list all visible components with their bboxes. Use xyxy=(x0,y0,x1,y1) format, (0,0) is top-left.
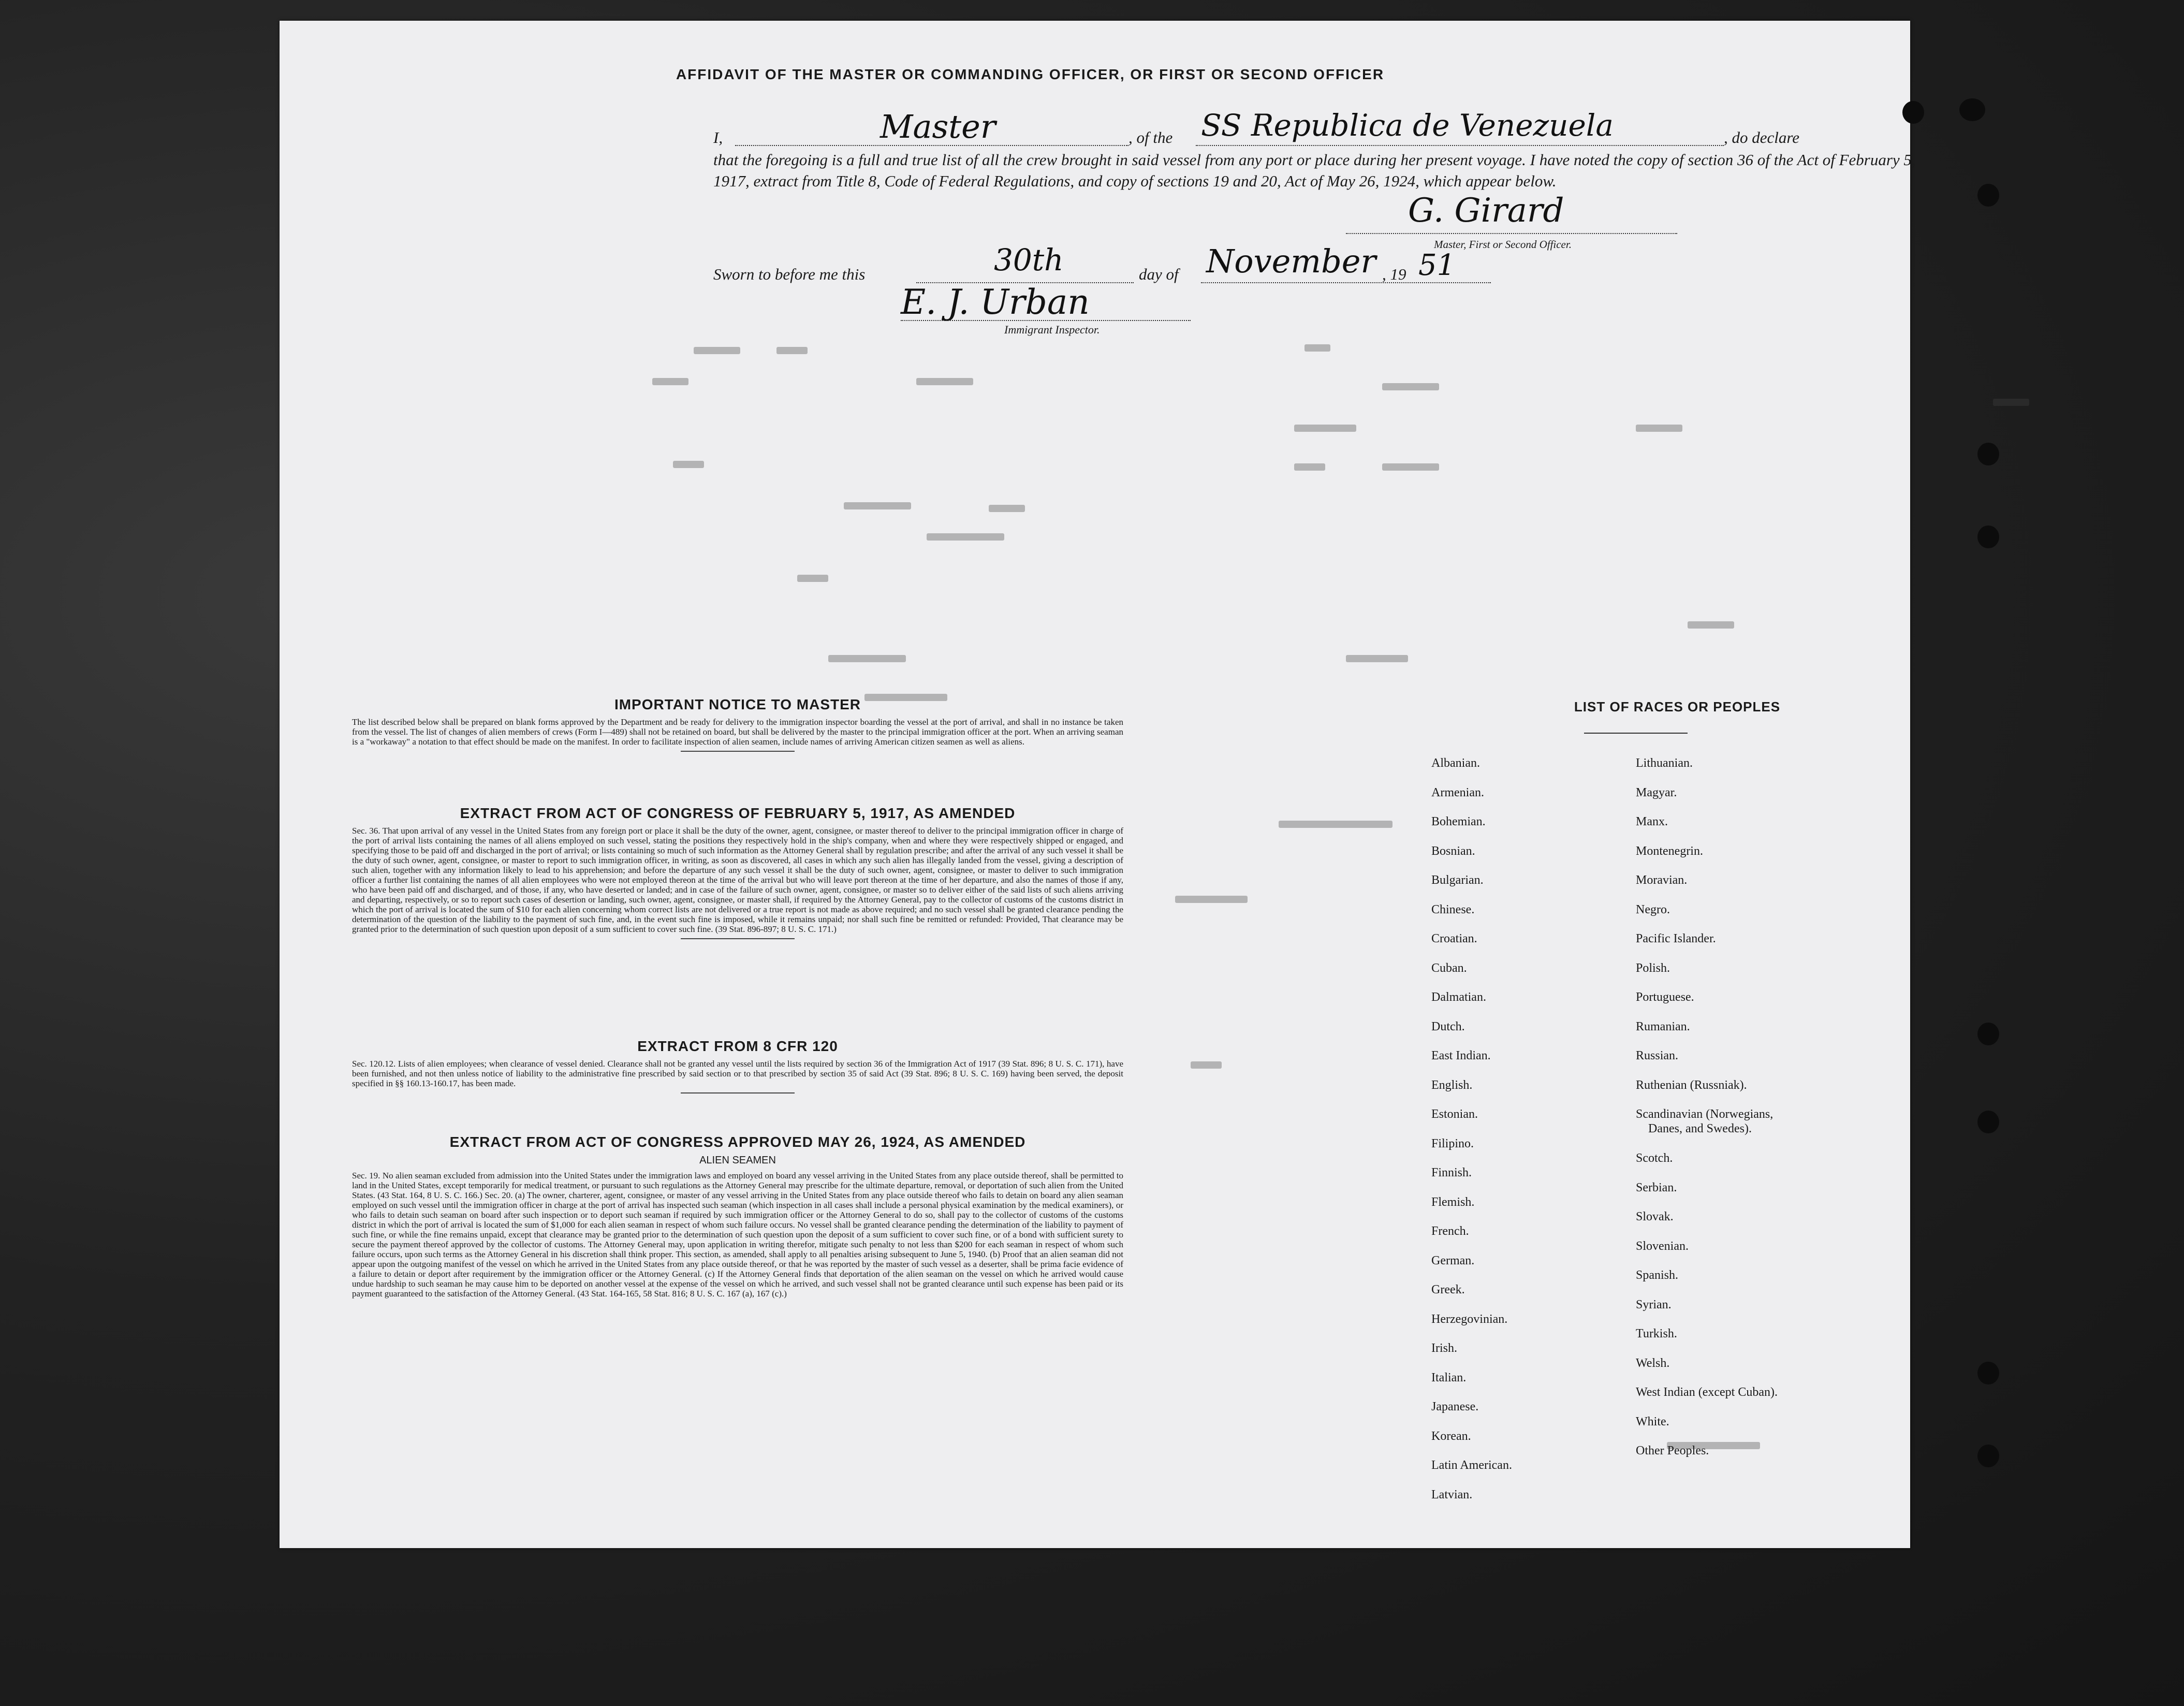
race-item: Bohemian. xyxy=(1431,815,1486,828)
inspector-line xyxy=(901,320,1191,321)
races-heading: LIST OF RACES OR PEOPLES xyxy=(1574,699,1781,715)
handwritten-year: 51 xyxy=(1418,249,1456,282)
bleed-through-mark xyxy=(989,505,1025,512)
race-item: Flemish. xyxy=(1431,1195,1475,1209)
race-item: Turkish. xyxy=(1636,1327,1677,1340)
punch-hole xyxy=(1977,1362,1999,1384)
race-item: Moravian. xyxy=(1636,873,1688,887)
bleed-through-mark xyxy=(1346,655,1408,662)
punch-hole xyxy=(1959,98,1985,121)
year-prefix: , 19 xyxy=(1382,265,1406,283)
bleed-through-mark xyxy=(828,655,906,662)
important-notice-section xyxy=(352,696,1123,752)
race-item: West Indian (except Cuban). xyxy=(1636,1386,1778,1399)
bleed-through-mark xyxy=(673,461,704,468)
bleed-through-mark xyxy=(1294,425,1356,432)
race-item: Slovenian. xyxy=(1636,1239,1689,1253)
race-item: Irish. xyxy=(1431,1342,1457,1355)
race-item: Other Peoples. xyxy=(1636,1444,1709,1457)
race-item: Lithuanian. xyxy=(1636,756,1693,770)
day-of-label: day of xyxy=(1139,265,1179,283)
inspector-caption: Immigrant Inspector. xyxy=(1004,323,1100,336)
race-item: Ruthenian (Russniak). xyxy=(1636,1078,1747,1092)
race-item: Montenegrin. xyxy=(1636,844,1703,858)
master-signature: G. Girard xyxy=(1408,192,1564,230)
affidavit-i-label: I, xyxy=(713,128,723,147)
punch-hole xyxy=(1977,443,1999,465)
race-item: White. xyxy=(1636,1415,1669,1428)
race-item: Manx. xyxy=(1636,815,1668,828)
bleed-through-mark xyxy=(916,378,973,385)
punch-hole xyxy=(1977,1023,1999,1045)
punch-hole xyxy=(1902,101,1924,124)
race-item: Welsh. xyxy=(1636,1356,1670,1370)
sworn-prefix: Sworn to before me this xyxy=(713,265,866,283)
punch-hole xyxy=(1977,526,1999,548)
extract-1924-body: Sec. 19. No alien seaman excluded from admission into the United States under the immigration laws and employed on board any vessel arriving in the United States from any place outside thereof, shall be permitted to land in the United States, except temporarily for medical treatment, or pursuant to such regulations as the Attorney General may prescribe for the ultimate departure, removal, or deportation of such alien from the United States. (43 Stat. 164, 8 U. S. C. 166.) Sec. 20. (a) The owner, charterer, agent, consignee, or master of any vessel arriving in the United States from any place outside thereof who fails to detain on board any alien seaman employed on such vessel until the immigration officer in charge at the port of arrival has inspected such seaman (which inspection in all cases shall include a personal physical examination by the medical examiners), or who fails to detain such seaman on board after such inspection or to deport such seaman if required by such immigration officer or the Attorney General to do so, shall pay to the collector of customs of the customs district in which the port of arrival is located the sum of $1,000 for each alien seaman in respect of whom such failure occurs. No vessel shall be granted clearance pending the determination of the liability to payment of such fine, or while the fine remains unpaid, except that clearance may be granted prior to the determination of such question upon the deposit of a sum sufficient to cover such fine, or of a bond with sufficient surety to secure the payment thereof approved by the collector of customs. The Attorney General may, upon application in writing therefor, mitigate such penalty to not less than $200 for each seaman in respect of whom such failure occurs, upon such terms as the Attorney General in his discretion shall think proper. This section, as amended, shall apply to all penalties arising subsequent to June 5, 1940. (b) Proof that an alien seaman did not appear upon the outgoing manifest of the vessel on which he arrived in the United States from any place outside thereof, or that he was reported by the master of such vessel as a deserter, shall be prima facie evidence of a failure to detain or deport after requirement by the immigration officer or the Attorney General. (c) If the Attorney General finds that deportation of the alien seaman on the vessel on which he arrived would cause undue hardship to such seaman he may cause him to be deported on another vessel at the expense of the vessel on which he arrived, and such vessel shall not be granted clearance until such expense has been paid or its payment guaranteed to the satisfaction of the Attorney General. (43 Stat. 164-165, 58 Stat. 816; 8 U. S. C. 167 (a), 167 (c).) xyxy=(352,1171,1123,1299)
race-item: Scotch. xyxy=(1636,1151,1673,1165)
handwritten-master: Master xyxy=(880,108,996,145)
race-item: Armenian. xyxy=(1431,785,1484,799)
race-item: Croatian. xyxy=(1431,932,1477,945)
extract-cfr-section xyxy=(352,1038,1123,1093)
race-item: English. xyxy=(1431,1078,1473,1092)
extract-cfr-body: Sec. 120.12. Lists of alien employees; when clearance of vessel denied. Clearance shall not be granted any vessel until the lists required by section 36 of the Immigration Act of 1917 (39 Stat. 896; 8 U. S. C. 171), have been furnished, and not then unless notice of liability to the administrative fine prescribed by said section or to that prescribed by section 35 of said Act (39 Stat. 896; 8 U. S. C. 169) having been served, the deposit specified in §§ 160.13-160.17, has been made. xyxy=(352,1059,1123,1088)
race-item: Russian. xyxy=(1636,1049,1679,1062)
bleed-through-mark xyxy=(927,533,1004,541)
race-item: Dalmatian. xyxy=(1431,990,1486,1004)
affidavit-body: that the foregoing is a full and true list of all the crew brought in said vessel from any port or place during her present voyage. I have noted the copy of section 36 of the Act of February 5, 1917, extract from Title 8, Code of Federal Regulations, and copy of sections 19 and 20, Act of May 26, 1924, which appear below. xyxy=(713,151,1916,190)
extract-1917-body: Sec. 36. That upon arrival of any vessel in the United States from any foreign port or place it shall be the duty of the owner, agent, consignee, or master thereof to deliver to the principal immigration officer in charge of the port of arrival lists containing the names of all aliens employed on such vessel, stating the positions they respectively hold in the ship's company, when and where they were respectively shipped or engaged, and specifying those to be paid off and discharged in the port of arrival; or lists containing so much of such information as the Attorney General shall by regulation prescribe; and after the arrival of any such vessel it shall be the duty of such owner, agent, consignee, or master to report to such immigration officer, in writing, as soon as discovered, all cases in which any such alien has illegally landed from the vessel, giving a description of such alien, together with any information likely to lead to his apprehension; and before the departure of any such vessel it shall be the duty of such owner, agent, consignee, or master to deliver to such immigration officer a further list containing the names of all alien employees who were not employed thereon at the time of the arrival but who will leave port thereon at the time of her departure, and also the names of those if any, who have been paid off and discharged, and of those, if any, who have deserted or landed; and in case of the failure of such owner, agent, consignee, or master so to deliver either of the said lists of such aliens arriving and departing, respectively, or so to report such cases of desertion or landing, such owner, agent, consignee, or master shall, if required by the Attorney General, pay to the collector of customs of the customs district in which the port of arrival is located the sum of $10 for each alien concerning whom correct lists are not delivered or a true report is not made as above required; and no such vessel shall be granted clearance pending the determination of the question of the liability to the payment of such fine, and, in the event such fine is imposed, while it remains unpaid; nor shall such fine be remitted or refunded: Provided, That clearance may be granted prior to the determination of such question upon deposit of a sum sufficient to cover such fine. (39 Stat. 896-897; 8 U. S. C. 171.) xyxy=(352,826,1123,934)
race-item: Estonian. xyxy=(1431,1107,1478,1121)
bleed-through-mark xyxy=(694,347,740,354)
race-item: Japanese. xyxy=(1431,1400,1479,1413)
race-item: Portuguese. xyxy=(1636,990,1694,1004)
month-blank-line xyxy=(1201,282,1491,283)
vessel-blank-line xyxy=(1196,145,1724,146)
race-item: Korean. xyxy=(1431,1429,1471,1443)
inspector-signature: E. J. Urban xyxy=(901,282,1090,322)
bleed-through-mark xyxy=(1191,1061,1222,1069)
bleed-through-mark xyxy=(1993,399,2029,406)
race-item: Cuban. xyxy=(1431,961,1467,975)
bleed-through-mark xyxy=(776,347,808,354)
race-item: Spanish. xyxy=(1636,1268,1679,1282)
signature-caption: Master, First or Second Officer. xyxy=(1434,238,1572,251)
section-divider xyxy=(681,938,795,939)
affidavit-of-the-label: , of the xyxy=(1128,128,1173,147)
document-page xyxy=(280,21,1916,1548)
punch-hole xyxy=(1977,1445,1999,1467)
race-item: Pacific Islander. xyxy=(1636,932,1716,945)
race-item: Magyar. xyxy=(1636,785,1677,799)
handwritten-vessel-name: SS Republica de Venezuela xyxy=(1201,108,1614,143)
race-item: Albanian. xyxy=(1431,756,1480,770)
race-item: Serbian. xyxy=(1636,1180,1677,1194)
extract-cfr-heading: EXTRACT FROM 8 CFR 120 xyxy=(637,1038,838,1054)
punch-hole xyxy=(1977,184,1999,207)
race-item: Herzegovinian. xyxy=(1431,1312,1508,1326)
affidavit-declare-label: , do declare xyxy=(1724,128,1800,147)
race-item: Slovak. xyxy=(1636,1210,1674,1223)
bleed-through-mark xyxy=(1175,896,1248,903)
extract-1924-section xyxy=(352,1134,1123,1299)
race-item: German. xyxy=(1431,1253,1475,1267)
race-item: Rumanian. xyxy=(1636,1019,1690,1033)
bleed-through-mark xyxy=(1382,383,1439,390)
bleed-through-mark xyxy=(844,502,911,509)
race-item: Bulgarian. xyxy=(1431,873,1484,887)
race-item: Latvian. xyxy=(1431,1488,1473,1501)
affidavit-title: AFFIDAVIT OF THE MASTER OR COMMANDING OFFICER, OR FIRST OR SECOND OFFICER xyxy=(676,66,1385,82)
extract-1924-heading: EXTRACT FROM ACT OF CONGRESS APPROVED MAY 26, 1924, AS AMENDED xyxy=(449,1134,1026,1150)
bleed-through-mark xyxy=(1304,344,1330,352)
race-item: Scandinavian (Norwegians, xyxy=(1636,1107,1773,1121)
race-item: French. xyxy=(1431,1224,1469,1238)
bleed-through-mark xyxy=(1382,463,1439,471)
bleed-through-mark xyxy=(1294,463,1325,471)
race-item: Negro. xyxy=(1636,902,1670,916)
race-item: Finnish. xyxy=(1431,1166,1472,1179)
section-divider xyxy=(681,1092,795,1093)
important-notice-heading: IMPORTANT NOTICE TO MASTER xyxy=(614,696,861,712)
race-item: Latin American. xyxy=(1431,1459,1512,1472)
bleed-through-mark xyxy=(1688,621,1734,629)
bleed-through-mark xyxy=(652,378,688,385)
extract-1917-heading: EXTRACT FROM ACT OF CONGRESS OF FEBRUARY 5, 1917, AS AMENDED xyxy=(460,805,1016,821)
race-item: Greek. xyxy=(1431,1283,1465,1296)
signature-line xyxy=(1346,233,1677,234)
race-item: Italian. xyxy=(1431,1370,1467,1384)
race-item: Bosnian. xyxy=(1431,844,1475,858)
race-item: East Indian. xyxy=(1431,1049,1491,1062)
handwritten-day: 30th xyxy=(994,242,1064,278)
race-item: Polish. xyxy=(1636,961,1670,975)
extract-1924-subheading: ALIEN SEAMEN xyxy=(699,1155,776,1166)
bleed-through-mark xyxy=(1279,821,1393,828)
important-notice-body: The list described below shall be prepared on blank forms approved by the Department and be ready for delivery to the immigration inspector boarding the vessel at the port of arrival, and shall in no instance be taken from the vessel. The list of changes of alien members of crews (Form I—489) shall not be retained on board, but shall be delivered by the master to the principal immigration officer at the port. When an arriving seaman is a "workaway" a notation to that effect should be made on the manifest. In order to facilitate inspection of alien seamen, include names of arriving American citizen seamen as well as aliens. xyxy=(352,717,1123,747)
races-divider xyxy=(1584,733,1688,734)
handwritten-month: November xyxy=(1206,242,1376,280)
bleed-through-mark xyxy=(1636,425,1682,432)
race-item: Chinese. xyxy=(1431,902,1475,916)
races-column-2 xyxy=(1636,756,1778,1473)
extract-1917-section xyxy=(352,805,1123,939)
bleed-through-mark xyxy=(797,575,828,582)
punch-hole xyxy=(1977,1111,1999,1133)
race-item: Syrian. xyxy=(1636,1297,1672,1311)
race-item: Dutch. xyxy=(1431,1019,1465,1033)
races-column-1 xyxy=(1431,756,1512,1517)
race-item: Danes, and Swedes). xyxy=(1648,1122,1752,1135)
section-divider xyxy=(681,751,795,752)
race-item: Filipino. xyxy=(1431,1136,1474,1150)
